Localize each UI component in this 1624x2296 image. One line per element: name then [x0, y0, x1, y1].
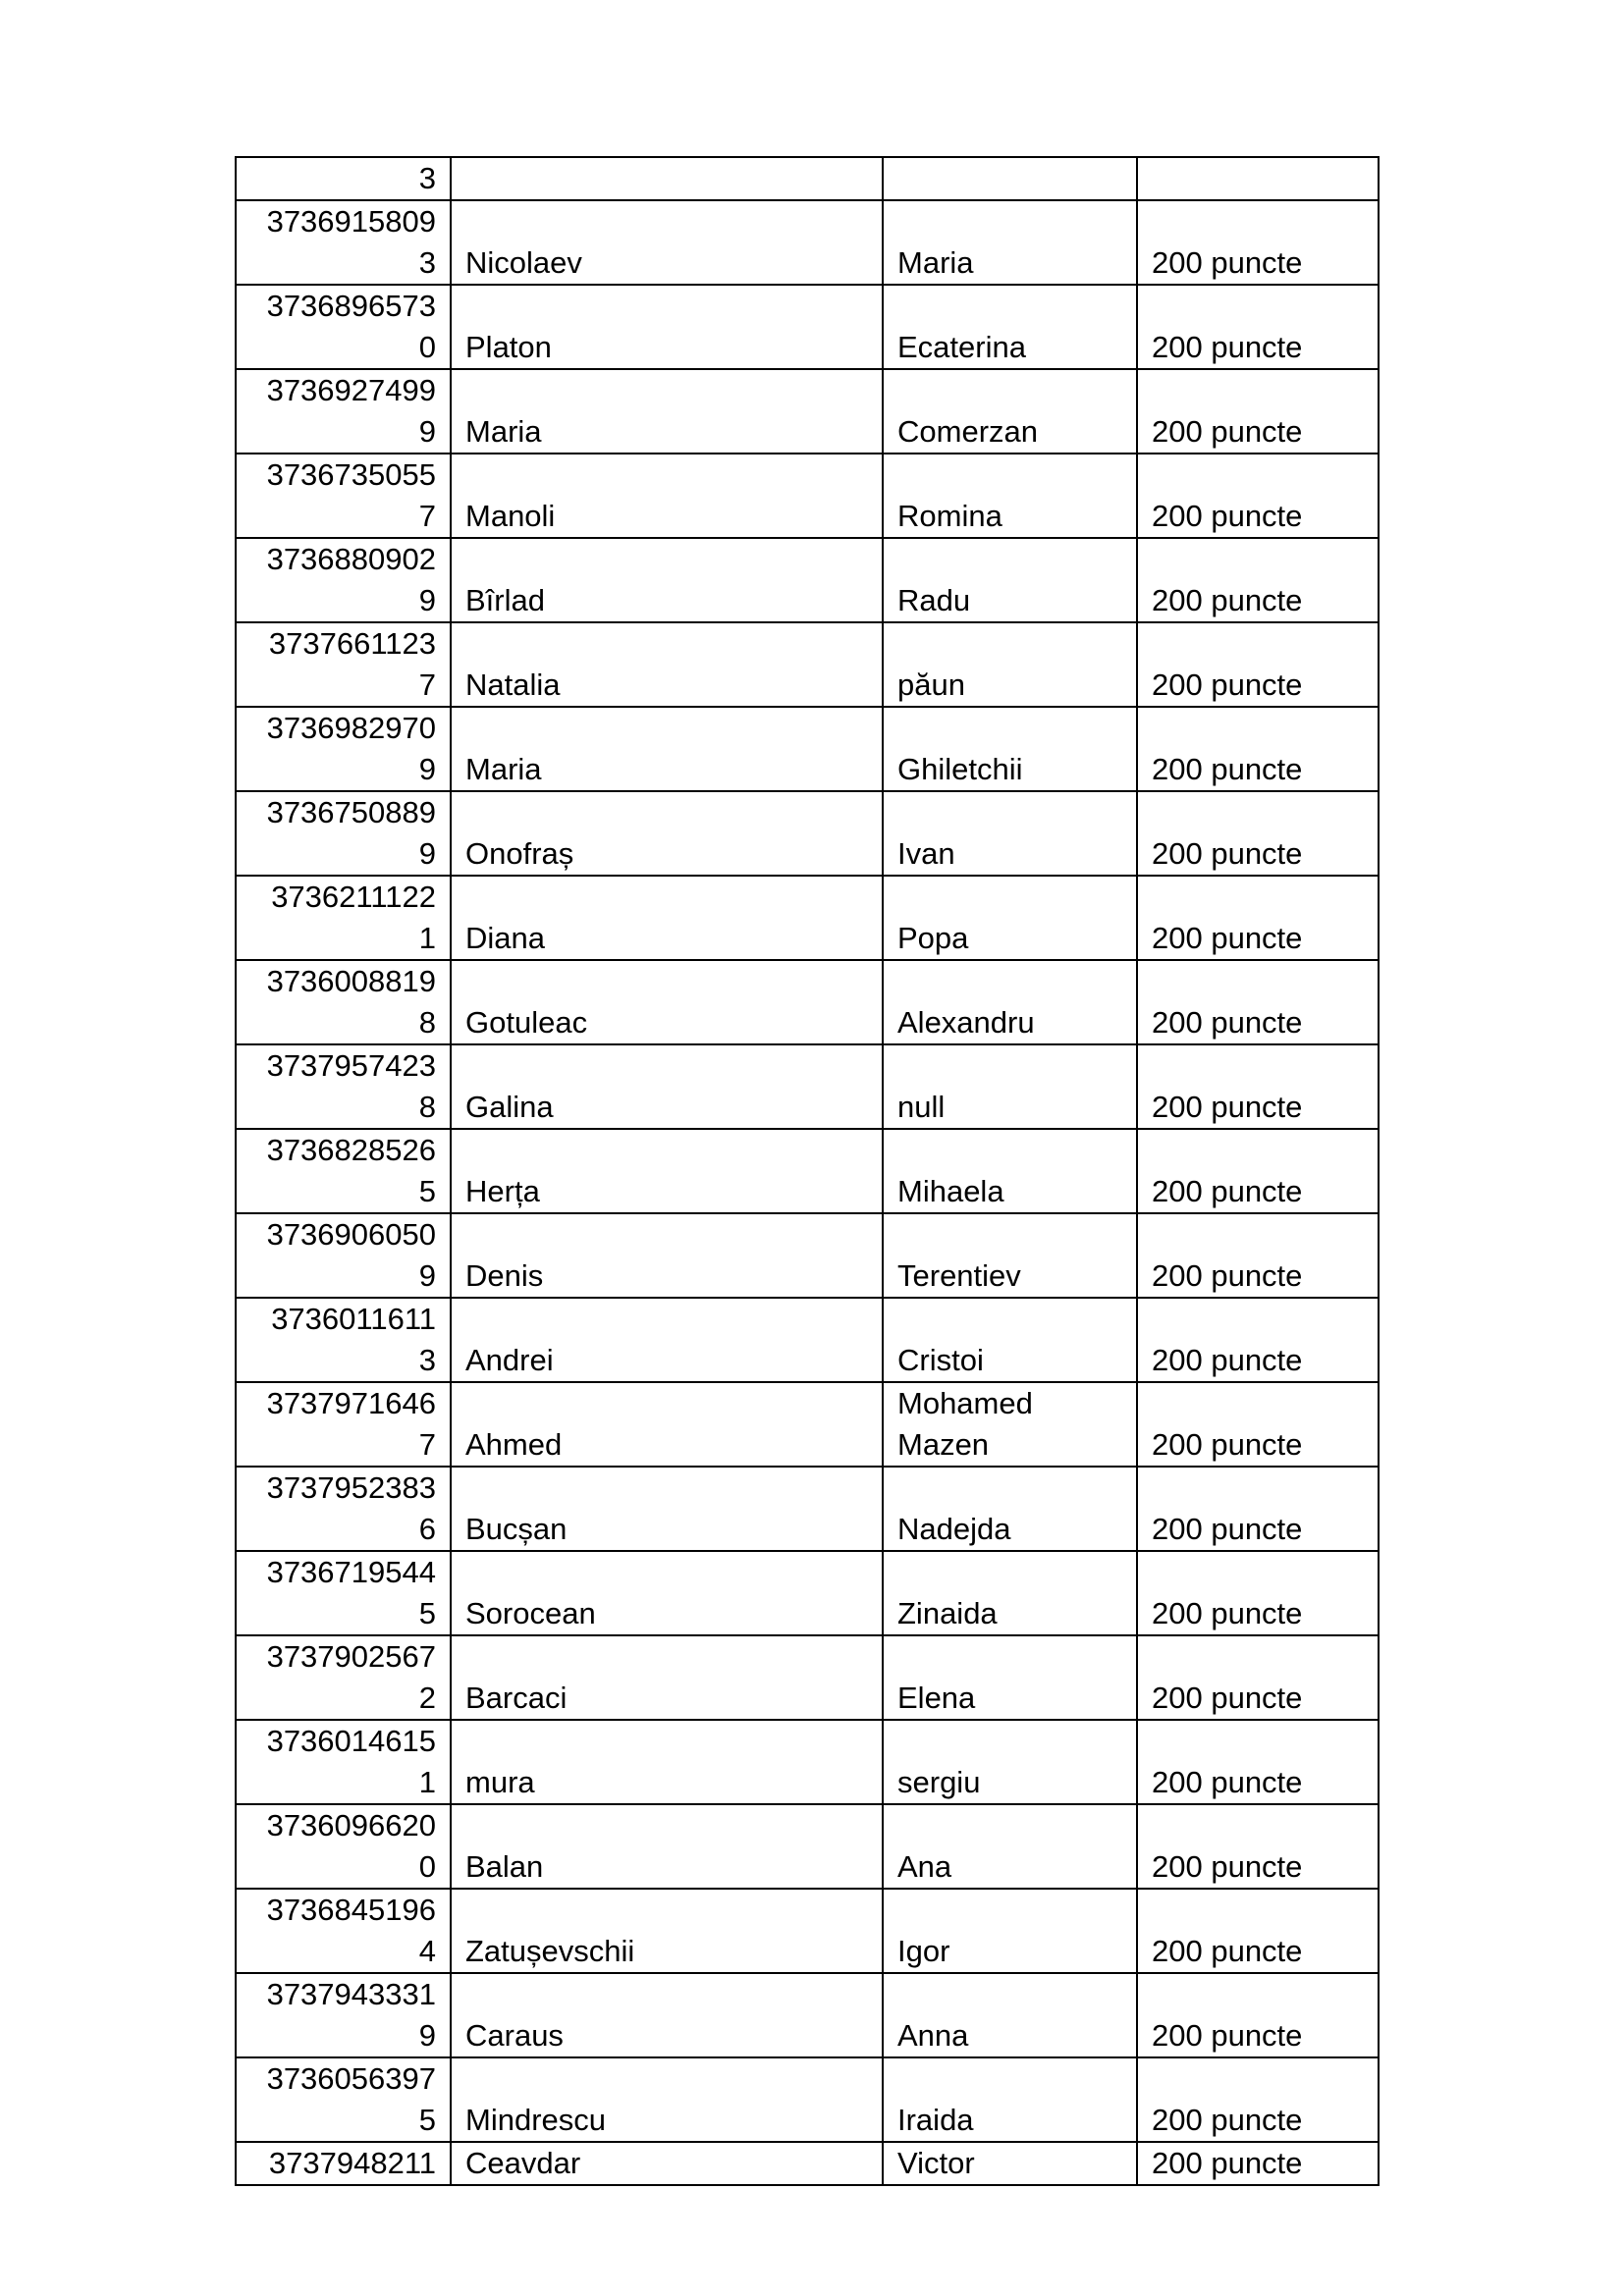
table-row — [236, 1044, 1379, 1129]
table-row — [236, 1973, 1379, 2057]
first-name-cell: Alexandru — [883, 960, 1137, 1044]
last-name-cell: Denis — [451, 1213, 883, 1298]
last-name-cell: Onofraș — [451, 791, 883, 876]
last-name-cell: Ahmed — [451, 1382, 883, 1467]
table-row — [236, 200, 1379, 285]
table-row — [236, 1720, 1379, 1804]
last-name-cell: Mindrescu — [451, 2057, 883, 2142]
points-cell: 200 puncte — [1137, 1129, 1379, 1213]
last-name-cell: Herța — [451, 1129, 883, 1213]
id-cell: 3736056397 5 — [236, 2057, 451, 2142]
last-name-cell: Platon — [451, 285, 883, 369]
first-name-cell: Nadejda — [883, 1467, 1137, 1551]
points-cell: 200 puncte — [1137, 538, 1379, 622]
last-name-cell: Natalia — [451, 622, 883, 707]
last-name-cell: Gotuleac — [451, 960, 883, 1044]
id-cell: 3737902567 2 — [236, 1635, 451, 1720]
table-row — [236, 1467, 1379, 1551]
table-row — [236, 2057, 1379, 2142]
last-name-cell: Nicolaev — [451, 200, 883, 285]
first-name-cell: Comerzan — [883, 369, 1137, 454]
points-cell — [1137, 157, 1379, 200]
first-name-cell: null — [883, 1044, 1137, 1129]
last-name-cell: Ceavdar — [451, 2142, 883, 2185]
id-cell: 3 — [236, 157, 451, 200]
id-cell: 3736719544 5 — [236, 1551, 451, 1635]
table-row — [236, 1889, 1379, 1973]
points-cell: 200 puncte — [1137, 1298, 1379, 1382]
id-cell: 3736735055 7 — [236, 454, 451, 538]
id-cell: 3737957423 8 — [236, 1044, 451, 1129]
id-cell: 3736915809 3 — [236, 200, 451, 285]
first-name-cell: Ivan — [883, 791, 1137, 876]
id-cell: 3736211122 1 — [236, 876, 451, 960]
last-name-cell: Andrei — [451, 1298, 883, 1382]
table-row — [236, 707, 1379, 791]
points-cell: 200 puncte — [1137, 791, 1379, 876]
last-name-cell: Caraus — [451, 1973, 883, 2057]
first-name-cell: Radu — [883, 538, 1137, 622]
table-row — [236, 1804, 1379, 1889]
id-cell: 3736906050 9 — [236, 1213, 451, 1298]
points-cell: 200 puncte — [1137, 1635, 1379, 1720]
last-name-cell: Galina — [451, 1044, 883, 1129]
id-cell: 3736014615 1 — [236, 1720, 451, 1804]
first-name-cell: Ana — [883, 1804, 1137, 1889]
table-row — [236, 1298, 1379, 1382]
points-cell: 200 puncte — [1137, 707, 1379, 791]
table-row — [236, 622, 1379, 707]
id-cell: 3736982970 9 — [236, 707, 451, 791]
points-cell: 200 puncte — [1137, 1213, 1379, 1298]
points-cell: 200 puncte — [1137, 454, 1379, 538]
id-cell: 3737948211 — [236, 2142, 451, 2185]
first-name-cell: păun — [883, 622, 1137, 707]
points-cell: 200 puncte — [1137, 1720, 1379, 1804]
first-name-cell: Zinaida — [883, 1551, 1137, 1635]
last-name-cell: Manoli — [451, 454, 883, 538]
last-name-cell: Maria — [451, 707, 883, 791]
first-name-cell: Mihaela — [883, 1129, 1137, 1213]
points-cell: 200 puncte — [1137, 1889, 1379, 1973]
id-cell: 3736096620 0 — [236, 1804, 451, 1889]
last-name-cell: Balan — [451, 1804, 883, 1889]
points-cell: 200 puncte — [1137, 2057, 1379, 2142]
first-name-cell: Igor — [883, 1889, 1137, 1973]
last-name-cell: Barcaci — [451, 1635, 883, 1720]
last-name-cell — [451, 157, 883, 200]
first-name-cell: Popa — [883, 876, 1137, 960]
points-cell: 200 puncte — [1137, 1973, 1379, 2057]
id-cell: 3737943331 9 — [236, 1973, 451, 2057]
table-row — [236, 157, 1379, 200]
last-name-cell: Zatușevschii — [451, 1889, 883, 1973]
table-row — [236, 960, 1379, 1044]
first-name-cell: Cristoi — [883, 1298, 1137, 1382]
first-name-cell: Maria — [883, 200, 1137, 285]
points-cell: 200 puncte — [1137, 622, 1379, 707]
points-cell: 200 puncte — [1137, 1467, 1379, 1551]
table-row — [236, 876, 1379, 960]
table-row — [236, 369, 1379, 454]
last-name-cell: Bîrlad — [451, 538, 883, 622]
last-name-cell: Sorocean — [451, 1551, 883, 1635]
first-name-cell: Anna — [883, 1973, 1137, 2057]
points-cell: 200 puncte — [1137, 1044, 1379, 1129]
first-name-cell: Romina — [883, 454, 1137, 538]
id-cell: 3736845196 4 — [236, 1889, 451, 1973]
first-name-cell: Victor — [883, 2142, 1137, 2185]
id-cell: 3736880902 9 — [236, 538, 451, 622]
first-name-cell: Iraida — [883, 2057, 1137, 2142]
table-row — [236, 454, 1379, 538]
table-row — [236, 1213, 1379, 1298]
table-row — [236, 1635, 1379, 1720]
points-cell: 200 puncte — [1137, 876, 1379, 960]
id-cell: 3736011611 3 — [236, 1298, 451, 1382]
first-name-cell: sergiu — [883, 1720, 1137, 1804]
first-name-cell: Elena — [883, 1635, 1137, 1720]
last-name-cell: Maria — [451, 369, 883, 454]
id-cell: 3736927499 9 — [236, 369, 451, 454]
table-row — [236, 791, 1379, 876]
points-cell: 200 puncte — [1137, 960, 1379, 1044]
table-body — [236, 157, 1379, 2185]
table-row — [236, 1551, 1379, 1635]
id-cell: 3737971646 7 — [236, 1382, 451, 1467]
points-cell: 200 puncte — [1137, 2142, 1379, 2185]
table-row — [236, 1382, 1379, 1467]
table-row — [236, 2142, 1379, 2185]
table-row — [236, 1129, 1379, 1213]
first-name-cell: Ghiletchii — [883, 707, 1137, 791]
id-cell: 3737661123 7 — [236, 622, 451, 707]
id-cell: 3736828526 5 — [236, 1129, 451, 1213]
table-row — [236, 285, 1379, 369]
points-cell: 200 puncte — [1137, 1804, 1379, 1889]
points-cell: 200 puncte — [1137, 285, 1379, 369]
first-name-cell — [883, 157, 1137, 200]
id-cell: 3737952383 6 — [236, 1467, 451, 1551]
id-cell: 3736008819 8 — [236, 960, 451, 1044]
id-cell: 3736896573 0 — [236, 285, 451, 369]
table-row — [236, 538, 1379, 622]
points-cell: 200 puncte — [1137, 369, 1379, 454]
participants-table — [235, 156, 1380, 2186]
id-cell: 3736750889 9 — [236, 791, 451, 876]
points-cell: 200 puncte — [1137, 200, 1379, 285]
points-cell: 200 puncte — [1137, 1551, 1379, 1635]
first-name-cell: Mohamed Mazen — [883, 1382, 1137, 1467]
first-name-cell: Ecaterina — [883, 285, 1137, 369]
last-name-cell: mura — [451, 1720, 883, 1804]
last-name-cell: Diana — [451, 876, 883, 960]
points-cell: 200 puncte — [1137, 1382, 1379, 1467]
last-name-cell: Bucșan — [451, 1467, 883, 1551]
first-name-cell: Terentiev — [883, 1213, 1137, 1298]
